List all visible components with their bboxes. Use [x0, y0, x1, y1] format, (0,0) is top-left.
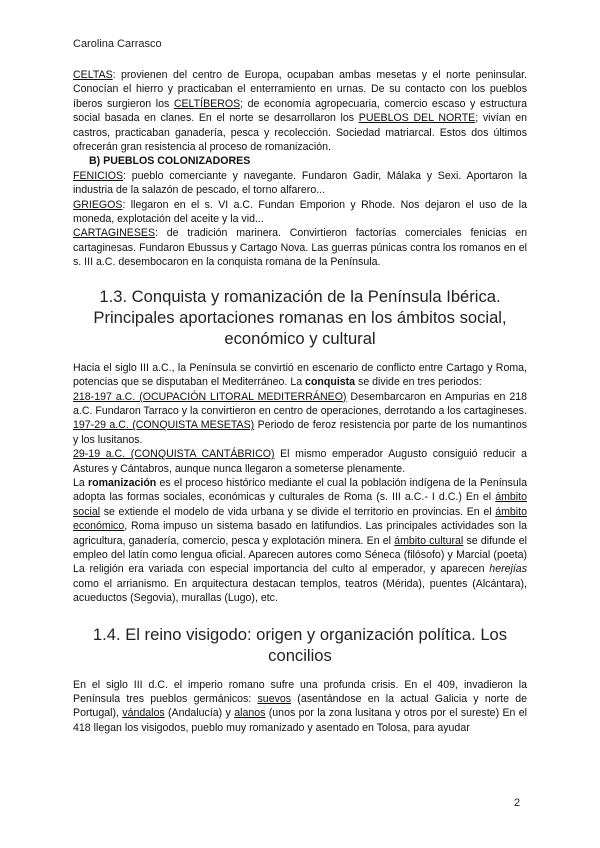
visigodo-text-1: En el siglo III d.C. el imperio romano sufre una profunda crisis. En el 409, invadieron la Península tres pueblos germánicos:	[73, 678, 527, 705]
celtas-text-1: : provienen del centro de Europa, ocupaban ambas mesetas y el norte peninsular. Conocían el hierro y practicaban el enterramiento en urnas. De su contacto con los pueblos íberos surgieron los	[73, 69, 527, 110]
celtas-text-3: ; vivían en castros, practicaban ganadería, pesca y recolección. Sociedad matriarcal. Estos dos últimos ofrecerán gran resistencia al proceso de romanización.	[73, 112, 527, 154]
griegos-text: : llegaron en el s. VI a.C. Fundan Emporion y Rhode. Nos dejaron el uso de la moneda, explotación del aceite y la vid...	[73, 198, 527, 226]
suevos-term: suevos	[257, 693, 292, 705]
fenicios-paragraph	[73, 169, 527, 198]
romanizacion-text-3: se extiende el modelo de vida urbana y se divide el territorio en provincias. En el	[100, 505, 496, 518]
section-1-4-title: 1.4. El reino visigodo: origen y organización política. Los concilios	[92, 624, 508, 665]
romanizacion-text-1: La	[73, 476, 88, 489]
period-1-text: Desembarcaron en Ampurias en 218 a.C. Fundaron Tarraco y la convirtieron en centro de operaciones, derrotando a los cartagineses.	[73, 390, 527, 417]
page-number: 2	[514, 797, 521, 809]
period-2-term: 197-29 a.C. (CONQUISTA MESETAS)	[73, 419, 255, 432]
visigodo-text-4: (unos por la zona lusitana y otros por el sureste) En el 418 llegan los visigodos, pueblo muy romanizado y asentado en Tolosa, para ayudar	[73, 707, 527, 734]
conquista-intro-text-2: se divide en tres periodos:	[355, 376, 482, 389]
visigodo-text-2: (asentándose en la actual Galicia y norte de Portugal),	[73, 693, 527, 720]
celtas-paragraph	[73, 68, 527, 154]
celtas-term: CELTAS	[73, 69, 113, 81]
romanizacion-text-4: , Roma impuso un sistema basado en latifundios. Las principales actividades son la agricultura, ganadería, comercio, pesca y explotación minera. En el	[73, 520, 527, 547]
period-2-text: Periodo de feroz resistencia por parte de los numantinos y los lusitanos.	[73, 419, 528, 446]
romanizacion-text-6: como el arrianismo. En arquitectura destacan templos, teatros (Mérida), puentes (Alcántara), acueductos (Segovia), murallas (Lugo), etc.	[73, 577, 527, 605]
conquista-intro-text-1: Hacia el siglo III a.C., la Península se convirtió en escenario de conflicto entre Cartago y Roma, potencias que se disputaban el Mediterráneo. La	[73, 361, 527, 389]
cartagineses-text: : de tradición marinera. Convirtieron factorías comerciales fenicias en cartaginesas. Fundaron Ebussus y Cartago Nova. Las guerras púnicas contra los romanos en el s. III a.C. desembocaron en la conquista romana de la Península.	[73, 227, 527, 269]
celtiberos-term: CELTÍBEROS	[173, 97, 241, 110]
romanizacion-bold: romanización	[87, 476, 157, 489]
period-3-paragraph	[73, 447, 527, 476]
period-1-paragraph	[73, 390, 527, 419]
period-2-paragraph	[73, 418, 527, 447]
alanos-term: alanos	[234, 707, 266, 720]
griegos-paragraph	[73, 198, 527, 227]
conquista-intro-paragraph	[73, 361, 527, 390]
vandalos-term: vándalos	[122, 707, 165, 720]
herejias-italic: herejías	[489, 563, 527, 576]
period-3-term: 29-19 a.C. (CONQUISTA CANTÁBRICO)	[73, 448, 275, 461]
period-3-text: El mismo emperador Augusto consiguió reducir a Astures y Cántabros, aunque nunca llegaron a someterse plenamente.	[73, 448, 527, 475]
fenicios-term: FENICIOS	[73, 169, 124, 182]
cartagineses-term: CARTAGINESES	[73, 227, 156, 240]
fenicios-text: : pueblo comerciante y navegante. Fundaron Gadir, Málaka y Sexi. Aportaron la industria de la salazón de pescado, el torno alfarero...	[73, 169, 527, 197]
celtas-text-2: ; de economía agropecuaria, comercio escaso y estructura social basada en clanes. En el norte se desarrollaron los	[73, 97, 528, 125]
pueblos-norte-term: PUEBLOS DEL NORTE	[358, 112, 476, 125]
romanizacion-text-2: es el proceso histórico mediante el cual la población indígena de la Península adopta las formas sociales, económicas y culturales de Roma (s. III a.C.- I d.C.) En el	[73, 476, 527, 504]
author-header: Carolina Carrasco	[73, 38, 162, 50]
griegos-term: GRIEGOS	[73, 198, 123, 211]
conquista-bold: conquista	[305, 376, 356, 389]
romanizacion-text-5: se difunde el empleo del latín como lengua oficial. Aparecen autores como Séneca (filósofo) y Marcial (poeta) La religión era variada con especial importancia del culto al emperador, y aparecen	[73, 534, 527, 576]
section-1-3-title: 1.3. Conquista y romanización de la Península Ibérica. Principales aportaciones romanas en los ámbitos social, económico y cultural	[93, 286, 507, 348]
pueblos-colonizadores-heading: B) PUEBLOS COLONIZADORES	[89, 155, 251, 168]
ambito-economico-term: ámbito económico	[73, 505, 527, 533]
romanizacion-paragraph	[73, 476, 527, 606]
visigodo-text-3: (Andalucía) y	[164, 707, 235, 720]
document-body	[73, 68, 527, 735]
period-1-term: 218-197 a.C. (OCUPACIÓN LITORAL MEDITERRÁNEO)	[73, 390, 347, 403]
visigodo-paragraph	[73, 678, 527, 736]
ambito-social-term: ámbito social	[73, 491, 527, 518]
cartagineses-paragraph	[73, 226, 527, 269]
ambito-cultural-term: ámbito cultural	[394, 534, 464, 547]
